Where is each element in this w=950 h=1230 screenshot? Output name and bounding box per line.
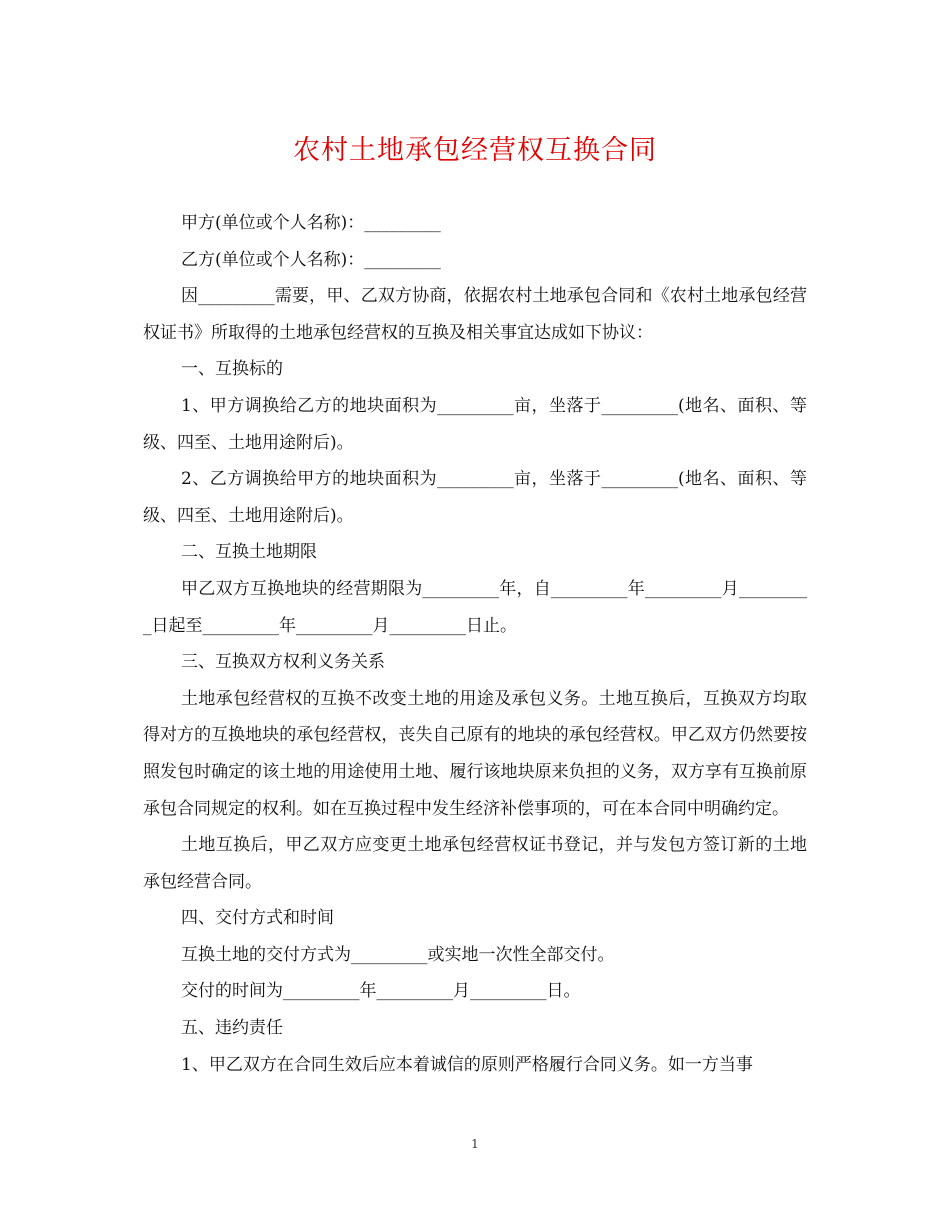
term-paragraph: 甲乙双方互换地块的经营期限为_________年，自_________年_________月_________日起至_________年_________月_________日止。: [143, 578, 807, 636]
registration-paragraph: 土地互换后，甲乙双方应变更土地承包经营权证书登记，并与发包方签订新的土地承包经营合同。: [143, 835, 807, 892]
document-body: [143, 205, 807, 1083]
section-heading-3: 三、互换双方权利义务关系: [181, 652, 385, 673]
section-heading-2: 二、互换土地期限: [181, 542, 317, 563]
section-heading-1: 一、互换标的: [181, 359, 283, 380]
clause-5-1: 1、甲乙双方在合同生效后应本着诚信的原则严格履行合同义务。如一方当事: [181, 1054, 753, 1075]
clause-1-2: 2、乙方调换给甲方的地块面积为_________亩，坐落于_________(地名、面积、等级、四至、土地用途附后)。: [143, 469, 807, 526]
rights-paragraph: 土地承包经营权的互换不改变土地的用途及承包义务。土地互换后，互换双方均取得对方的互换地块的承包经营权，丧失自己原有的地块的承包经营权。甲乙双方仍然要按照发包时确定的该土地的用途使用土地、履行该地块原来负担的义务，双方享有互换前原承包合同规定的权利。如在互换过程中发生经济补偿事项的，可在本合同中明确约定。: [143, 688, 807, 819]
preamble-paragraph: 因_________需要，甲、乙双方协商，依据农村土地承包合同和《农村土地承包经营权证书》所取得的土地承包经营权的互换及相关事宜达成如下协议：: [143, 286, 807, 343]
section-heading-4: 四、交付方式和时间: [181, 908, 334, 929]
document-title: 农村土地承包经营权互换合同: [293, 135, 657, 166]
party-a-line: 甲方(单位或个人名称)：_________: [181, 213, 441, 233]
party-b-line: 乙方(单位或个人名称)：_________: [181, 249, 441, 270]
clause-1-1: 1、甲方调换给乙方的地块面积为_________亩，坐落于_________(地名、面积、等级、四至、土地用途附后)。: [143, 395, 807, 453]
section-heading-5: 五、违约责任: [181, 1018, 283, 1039]
page-number: 1: [471, 1137, 479, 1151]
delivery-method-paragraph: 互换土地的交付方式为_________或实地一次性全部交付。: [181, 944, 615, 965]
delivery-time-paragraph: 交付的时间为_________年_________月_________日。: [181, 981, 581, 1002]
